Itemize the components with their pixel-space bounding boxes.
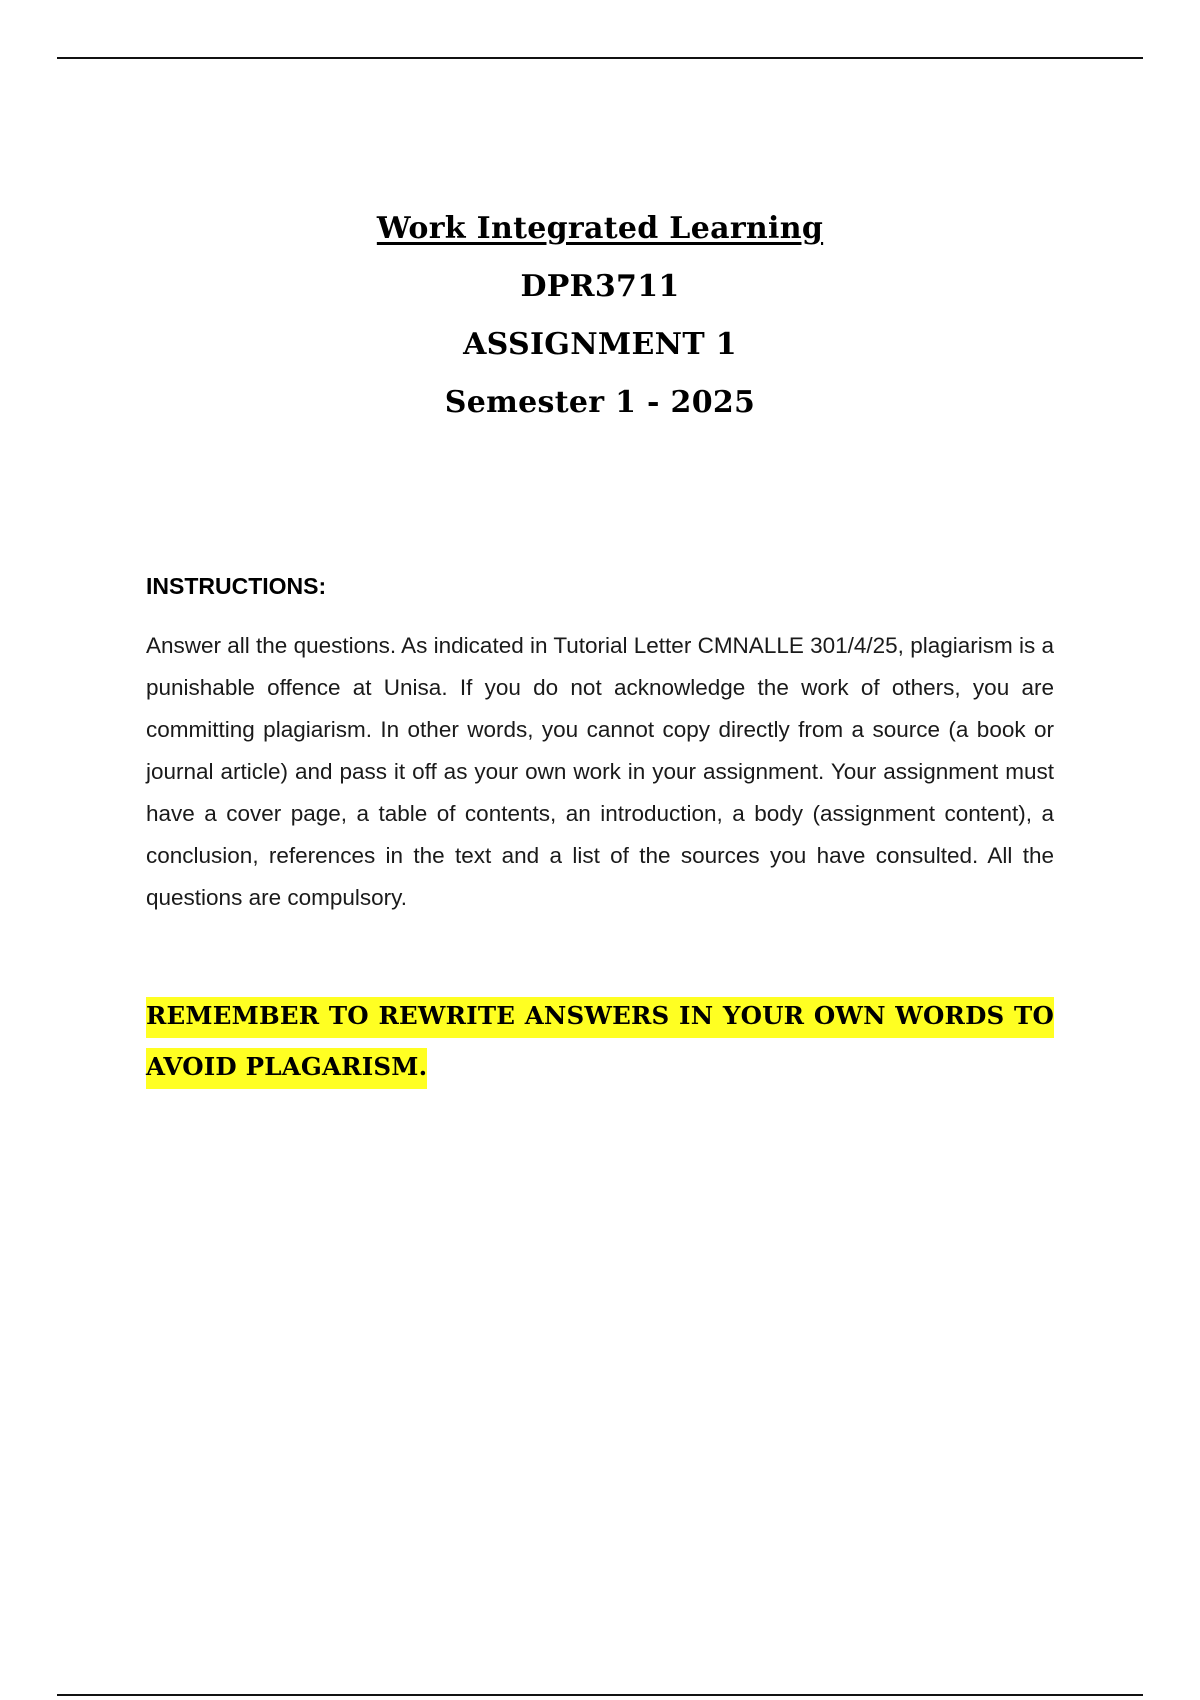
reminder-highlight: REMEMBER TO REWRITE ANSWERS IN YOUR OWN WORDS TO AVOID PLAGARISM. (146, 997, 1054, 1089)
reminder-notice (146, 990, 1054, 1092)
instructions-heading: INSTRUCTIONS: (146, 573, 327, 599)
course-code: DPR3711 (520, 269, 680, 304)
bottom-divider (57, 1694, 1143, 1696)
document-title: Work Integrated Learning (376, 211, 824, 246)
semester-label: Semester 1 - 2025 (444, 385, 756, 420)
title-block (0, 200, 1200, 432)
assignment-label: ASSIGNMENT 1 (463, 327, 737, 362)
top-divider (57, 57, 1143, 59)
instructions-paragraph: Answer all the questions. As indicated in Tutorial Letter CMNALLE 301/4/25, plagiarism is a punishable offence at Unisa. If you do not acknowledge the work of others, you are committing plagiarism. In other words, you cannot copy directly from a source (a book or journal article) and pass it off as your own work in your assignment. Your assignment must have a cover page, a table of contents, an introduction, a body (assignment content), a conclusion, references in the text and a list of the sources you have consulted. All the questions are compulsory. (146, 633, 1054, 910)
